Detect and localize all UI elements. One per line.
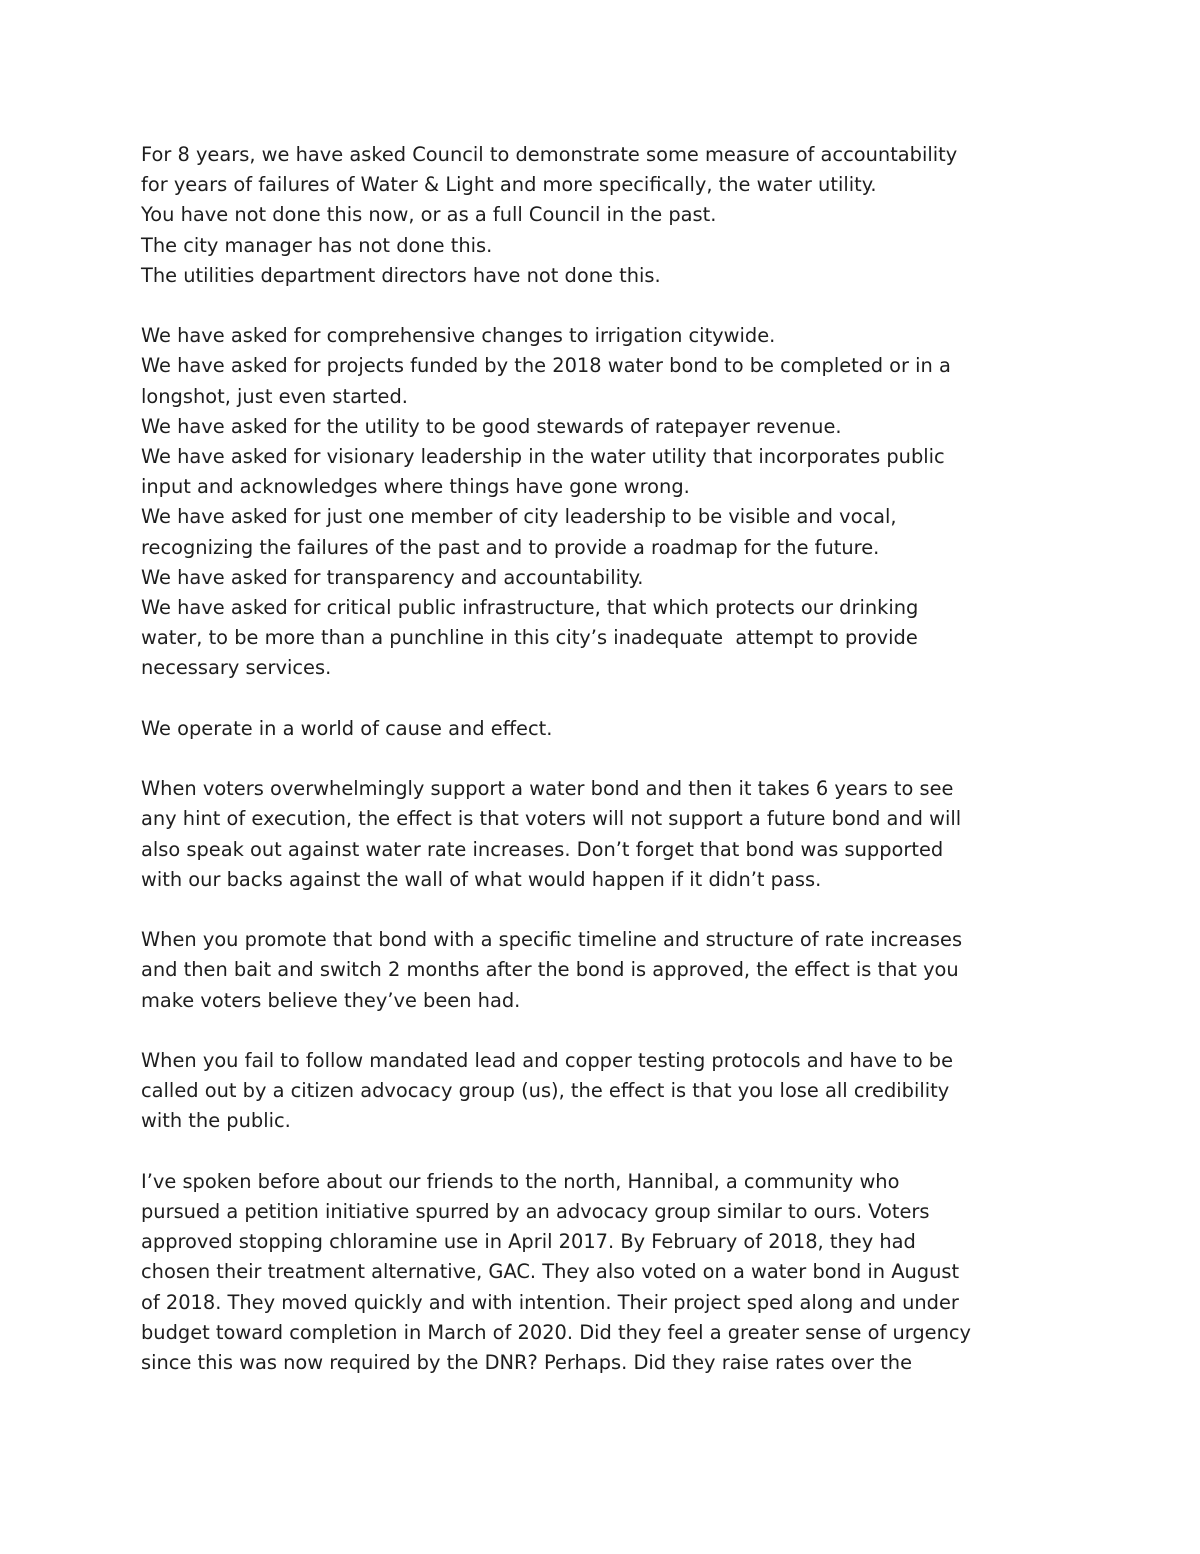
paragraph-spacer: [141, 291, 1071, 321]
paragraph-spacer: [141, 1137, 1071, 1167]
letter-body: [141, 140, 1071, 1378]
paragraph-spacer: [141, 1016, 1071, 1046]
paragraph-spacer: [141, 744, 1071, 774]
paragraph-spacer: [141, 895, 1071, 925]
paragraph-hannibal: I’ve spoken before about our friends to the north, Hannibal, a community who pursued a petition initiative spurred by an advocacy group similar to ours. Voters approved stopping chloramine use in April 2017. By February of 2018, they had chosen their treatment alternative, GAC. They also voted on a water bond in August of 2018. They moved quickly and with intention. Their project sped along and under budget toward completion in March of 2020. Did they feel a greater sense of urgency since this was now required by the DNR? Perhaps. Did they raise rates over the: [141, 1169, 972, 1375]
paragraph-water-bond: When voters overwhelmingly support a water bond and then it takes 6 years to see any hint of execution, the effect is that voters will not support a future bond and will also speak out against water rate increases. Don’t forget that bond was supported with our backs against the wall of what would happen if it didn’t pass.: [141, 777, 962, 891]
paragraph-bait-switch: When you promote that bond with a specific timeline and structure of rate increases and then bait and switch 2 months after the bond is approved, the effect is that you make voters believe they’ve been had.: [141, 928, 963, 1012]
paragraph-requests: We have asked for comprehensive changes to irrigation citywide. We have asked for projects funded by the 2018 water bond to be completed or in a longshot, just even started. We have asked for the utility to be good stewards of ratepayer revenue. We have asked for visionary leadership in the water utility that incorporates public input and acknowledges where things have gone wrong. We have asked for just one member of city leadership to be visible and vocal, recognizing the failures of the past and to provide a roadmap for the future. We have asked for transparency and accountability. We have asked for critical public infrastructure, that which protects our drinking water, to be more than a punchline in this city’s inadequate attempt to provide necessary services.: [141, 324, 951, 680]
paragraph-accountability: For 8 years, we have asked Council to demonstrate some measure of accountability for years of failures of Water & Light and more specifically, the water utility. You have not done this now, or as a full Council in the past. The city manager has not done this. The utilities department directors have not done this.: [141, 143, 958, 287]
paragraph-cause-effect: We operate in a world of cause and effect.: [141, 716, 553, 740]
paragraph-lead-copper: When you fail to follow mandated lead and copper testing protocols and have to be called out by a citizen advocacy group (us), the effect is that you lose all credibility with the public.: [141, 1049, 954, 1133]
paragraph-spacer: [141, 684, 1071, 714]
